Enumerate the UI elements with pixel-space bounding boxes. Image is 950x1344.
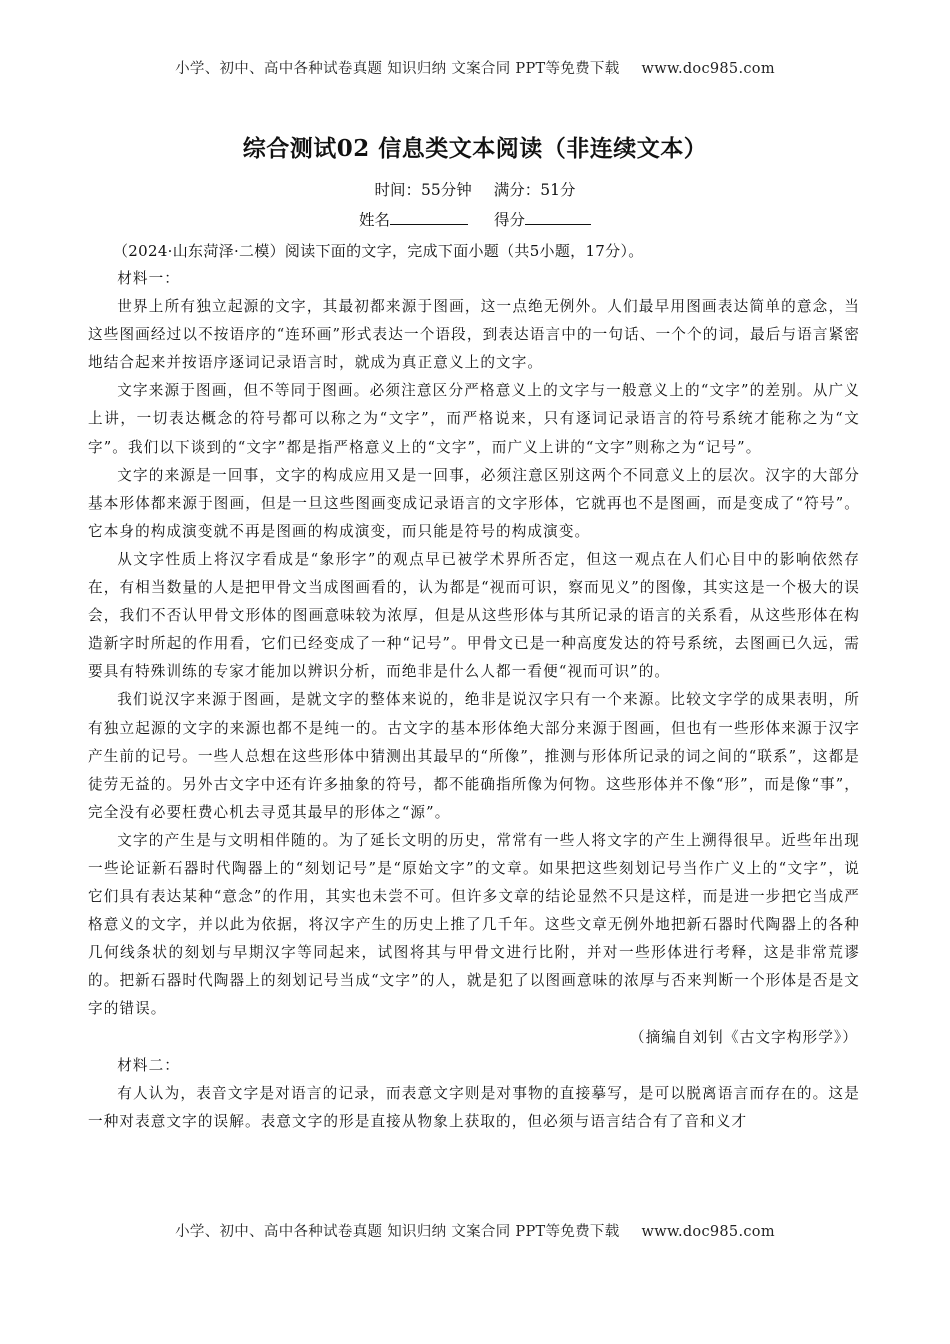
exam-meta-name-score xyxy=(0,208,950,230)
footer-text: 小学、初中、高中各种试卷真题 知识归纳 文案合同 PPT等免费下载 xyxy=(175,1224,620,1240)
material1-paragraph: 世界上所有独立起源的文字，其最初都来源于图画，这一点绝无例外。人们最早用图画表达简单的意念，当这些图画经过以不按语序的“连环画”形式表达一个语段，到表达语言中的一句话、一个个的词，最后与语言紧密地结合起来并按语序逐词记录语言时，就成为真正意义上的文字。 xyxy=(88,298,860,372)
question-intro: （2024·山东菏泽·二模）阅读下面的文字，完成下面小题（共5小题，17分）。 xyxy=(113,242,644,260)
material1-label: 材料一： xyxy=(117,270,180,287)
header-text: 小学、初中、高中各种试卷真题 知识归纳 文案合同 PPT等免费下载 xyxy=(175,61,620,77)
material1-paragraph: 文字的来源是一回事，文字的构成应用又是一回事，必须注意区别这两个不同意义上的层次。汉字的大部分基本形体都来源于图画，但是一旦这些图画变成记录语言的文字形体，它就再也不是图画，而是变成了“符号”。它本身的构成演变就不再是图画的构成演变，而只能是符号的构成演变。 xyxy=(88,466,860,540)
full-score: 满分：51分 xyxy=(493,181,576,199)
material1-paragraph: 从文字性质上将汉字看成是“象形字”的观点早已被学术界所否定，但这一观点在人们心目中的影响依然存在，有相当数量的人是把甲骨文当成图画看的，认为都是“视而可识，察而见义”的图像，其实这是一个极大的误会，我们不否认甲骨文形体的图画意味较为浓厚，但是从这些形体与其所记录的语言的关系看，从这些形体在构造新字时所起的作用看，它们已经变成了一种“记号”。甲骨文已是一种高度发达的符号系统，去图画已久远，需要具有特殊训练的专家才能加以辨识分析，而绝非是什么人都一看便“视而可识”的。 xyxy=(88,550,860,681)
page-footer xyxy=(0,1220,950,1241)
material1-source: （摘编自刘钊《古文字构形学》） xyxy=(629,1028,858,1046)
material2-label: 材料二： xyxy=(117,1056,180,1074)
material1-paragraph: 文字来源于图画，但不等同于图画。必须注意区分严格意义上的文字与一般意义上的“文字”的差别。从广义上讲，一切表达概念的符号都可以称之为“文字”，而严格说来，只有逐词记录语言的符号系统才能称之为“文字”。我们以下谈到的“文字”都是指严格意义上的“文字”，而广义上讲的“文字”则称之为“记号”。 xyxy=(88,382,860,456)
material2-paragraph: 有人认为，表音文字是对语言的记录，而表意文字则是对事物的直接摹写，是可以脱离语言而存在的。这是一种对表意文字的误解。表意文字的形是直接从物象上获取的，但必须与语言结合有了音和义才 xyxy=(88,1084,860,1130)
name-blank[interactable] xyxy=(390,210,468,225)
time-limit: 时间：55分钟 xyxy=(374,181,472,199)
header-url[interactable]: www.doc985.com xyxy=(641,61,775,77)
footer-url[interactable]: www.doc985.com xyxy=(641,1224,775,1240)
reading-passage xyxy=(88,265,860,1136)
page-header xyxy=(0,57,950,78)
score-label: 得分 xyxy=(494,211,526,229)
name-label: 姓名 xyxy=(358,211,390,229)
material1-paragraph: 我们说汉字来源于图画，是就文字的整体来说的，绝非是说汉字只有一个来源。比较文字学的成果表明，所有独立起源的文字的来源也都不是纯一的。古文字的基本形体绝大部分来源于图画，但也有一些形体来源于汉字产生前的记号。一些人总想在这些形体中猜测出其最早的“所像”，推测与形体所记录的词之间的“联系”，这都是徒劳无益的。另外古文字中还有许多抽象的符号，都不能确指所像为何物。这些形体并不像“形”，而是像“事”，完全没有必要枉费心机去寻觅其最早的形体之“源”。 xyxy=(88,691,860,821)
material1-paragraph: 文字的产生是与文明相伴随的。为了延长文明的历史，常常有一些人将文字的产生上溯得很早。近些年出现一些论证新石器时代陶器上的“刻划记号”是“原始文字”的文章。如果把这些刻划记号当作广义上的“文字”，说它们具有表达某种“意念”的作用，其实也未尝不可。但许多文章的结论显然不只是这样，而是进一步把它当成严格意义的文字，并以此为依据，将汉字产生的历史上推了几千年。这些文章无例外地把新石器时代陶器上的各种几何线条状的刻划与早期汉字等同起来，试图将其与甲骨文进行比附，并对一些形体进行考释，这是非常荒谬的。把新石器时代陶器上的刻划记号当成“文字”的人，就是犯了以图画意味的浓厚与否来判断一个形体是否是文字的错误。 xyxy=(88,831,860,1018)
score-blank[interactable] xyxy=(525,210,591,225)
exam-meta-time-score xyxy=(0,178,950,200)
page-title: 综合测试02 信息类文本阅读（非连续文本） xyxy=(242,135,708,162)
